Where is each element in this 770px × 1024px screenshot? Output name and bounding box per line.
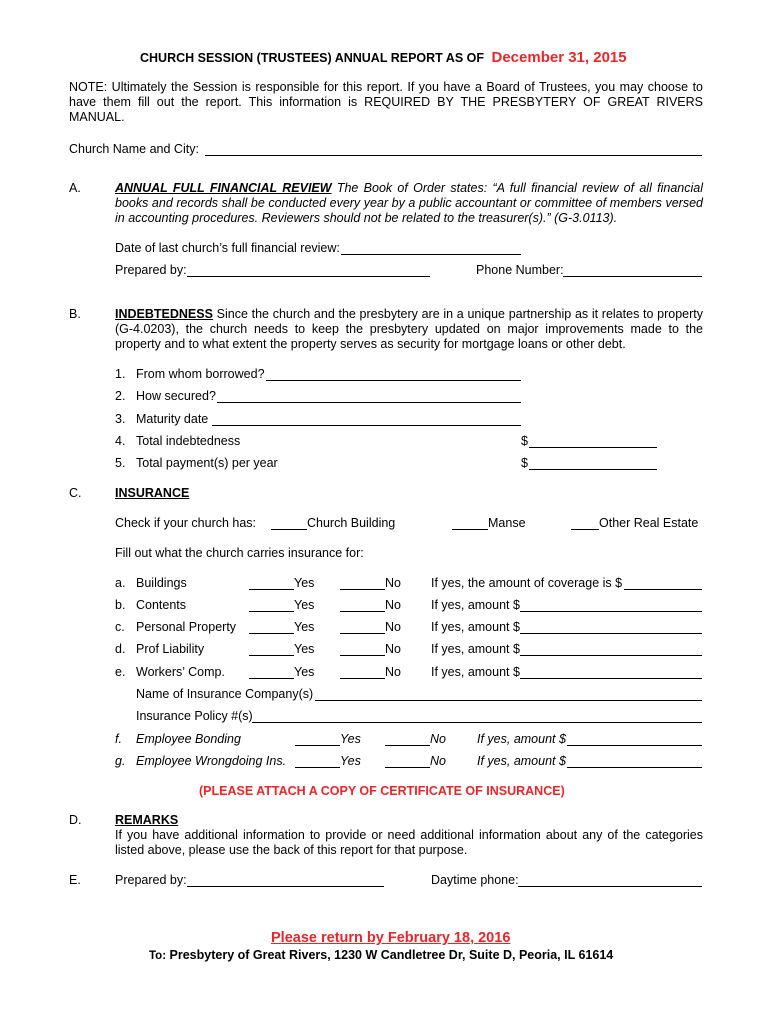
- amount-field[interactable]: [520, 666, 702, 679]
- row-letter: d.: [115, 642, 126, 656]
- yes-check[interactable]: [295, 733, 340, 746]
- section-a-letter: A.: [69, 181, 81, 195]
- row-letter: a.: [115, 576, 126, 590]
- section-b-letter: B.: [69, 307, 81, 321]
- section-c-letter: C.: [69, 486, 82, 500]
- daytime-phone-field[interactable]: [518, 874, 702, 887]
- row-letter: b.: [115, 598, 126, 612]
- insurance-policy-label: Insurance Policy #(s): [136, 709, 253, 723]
- row-letter: e.: [115, 665, 126, 679]
- no-label: No: [385, 598, 401, 612]
- debt-item-3-num: 3.: [115, 412, 126, 426]
- manse-check[interactable]: [452, 517, 488, 530]
- yes-label: Yes: [340, 754, 361, 768]
- church-name-row: [69, 142, 199, 156]
- section-b-heading: INDEBTEDNESS: [115, 307, 213, 321]
- row-label: Contents: [136, 598, 187, 612]
- debt-item-4-label: Total indebtedness: [136, 434, 241, 448]
- amount-label: If yes, amount $: [477, 754, 566, 768]
- insurance-company-field[interactable]: [315, 688, 702, 701]
- no-label: No: [430, 754, 446, 768]
- return-deadline: Please return by February 18, 2016: [271, 930, 511, 946]
- total-indebtedness-field[interactable]: [529, 435, 657, 448]
- no-check[interactable]: [340, 643, 385, 656]
- amount-label: If yes, the amount of coverage is $: [431, 576, 623, 590]
- section-e-letter: E.: [69, 873, 81, 887]
- yes-check[interactable]: [249, 599, 294, 612]
- no-label: No: [430, 732, 446, 746]
- section-c-heading: INSURANCE: [115, 486, 190, 500]
- church-building-label: Church Building: [307, 516, 396, 530]
- yes-label: Yes: [294, 576, 315, 590]
- yes-check[interactable]: [249, 643, 294, 656]
- amount-label: If yes, amount $: [477, 732, 566, 746]
- debt-item-5-num: 5.: [115, 456, 126, 470]
- no-label: No: [385, 620, 401, 634]
- section-d-heading: REMARKS: [115, 813, 179, 827]
- title-prefix: CHURCH SESSION (TRUSTEES) ANNUAL REPORT AS OF: [140, 51, 485, 65]
- yes-label: Yes: [294, 642, 315, 656]
- row-letter: g.: [115, 754, 126, 768]
- no-check[interactable]: [340, 599, 385, 612]
- row-label: Buildings: [136, 576, 187, 590]
- yes-check[interactable]: [249, 666, 294, 679]
- amount-field[interactable]: [624, 577, 702, 590]
- amount-field[interactable]: [520, 643, 702, 656]
- manse-label: Manse: [488, 516, 526, 530]
- yes-label: Yes: [294, 598, 315, 612]
- row-label: Employee Wrongdoing Ins.: [136, 754, 287, 768]
- review-date-field[interactable]: [341, 242, 521, 255]
- row-label: Prof Liability: [136, 642, 205, 656]
- dollar-sign: $: [521, 434, 528, 448]
- debt-item-1-num: 1.: [115, 367, 126, 381]
- row-letter: f.: [115, 732, 122, 746]
- amount-label: If yes, amount $: [431, 620, 520, 634]
- address-text: Presbytery of Great Rivers, 1230 W Candletree Dr, Suite D, Peoria, IL 61614: [169, 948, 614, 962]
- yes-label: Yes: [294, 620, 315, 634]
- daytime-phone-label: Daytime phone:: [431, 873, 519, 887]
- other-real-estate-check[interactable]: [571, 517, 599, 530]
- debt-item-4-num: 4.: [115, 434, 126, 448]
- insurance-policy-field[interactable]: [252, 710, 702, 723]
- section-a-heading: ANNUAL FULL FINANCIAL REVIEW: [115, 181, 332, 195]
- review-prepared-label: Prepared by:: [115, 263, 187, 277]
- yes-label: Yes: [294, 665, 315, 679]
- amount-label: If yes, amount $: [431, 665, 520, 679]
- section-b-text: [115, 307, 703, 352]
- section-d-text: If you have additional information to provide or need additional information about any of the categories listed above, please use the back of this report for that purpose.: [115, 828, 703, 857]
- row-label: Workers’ Comp.: [136, 665, 225, 679]
- report-title: [140, 49, 627, 66]
- yes-label: Yes: [340, 732, 361, 746]
- no-check[interactable]: [340, 621, 385, 634]
- attach-certificate-note: (PLEASE ATTACH A COPY OF CERTIFICATE OF INSURANCE): [199, 784, 565, 798]
- review-prepared-field[interactable]: [187, 264, 430, 277]
- no-label: No: [385, 665, 401, 679]
- debt-item-2-label: How secured?: [136, 389, 216, 403]
- section-b-body: Since the church and the presbytery are in a unique partnership as it relates to property (G-4.0203), the church needs to keep the presbytery updated on major improvements made to the property and to what extent the property serves as security for mortgage loans or other debt.: [115, 307, 703, 351]
- insurance-company-label: Name of Insurance Company(s): [136, 687, 314, 701]
- yes-check[interactable]: [295, 755, 340, 768]
- debt-item-2-num: 2.: [115, 389, 126, 403]
- debt-item-1-label: From whom borrowed?: [136, 367, 265, 381]
- row-letter: c.: [115, 620, 125, 634]
- to-label: To:: [149, 950, 167, 962]
- security-field[interactable]: [217, 390, 521, 403]
- no-label: No: [385, 576, 401, 590]
- lender-field[interactable]: [266, 368, 521, 381]
- review-phone-label: Phone Number:: [476, 263, 564, 277]
- row-label: Employee Bonding: [136, 732, 241, 746]
- no-label: No: [385, 642, 401, 656]
- no-check[interactable]: [340, 666, 385, 679]
- review-date-label: Date of last church’s full financial review:: [115, 241, 340, 255]
- amount-label: If yes, amount $: [431, 598, 520, 612]
- amount-field[interactable]: [567, 733, 702, 746]
- mailing-address: [149, 948, 613, 962]
- dollar-sign: $: [521, 456, 528, 470]
- section-e-prepared-field[interactable]: [187, 874, 384, 887]
- debt-item-5-label: Total payment(s) per year: [136, 456, 278, 470]
- church-name-label: Church Name and City:: [69, 142, 199, 156]
- amount-label: If yes, amount $: [431, 642, 520, 656]
- check-label: Check if your church has:: [115, 516, 257, 530]
- yes-check[interactable]: [249, 621, 294, 634]
- debt-item-3-label: Maturity date: [136, 412, 209, 426]
- maturity-date-field[interactable]: [212, 413, 521, 426]
- no-check[interactable]: [385, 733, 430, 746]
- total-payments-field[interactable]: [529, 457, 657, 470]
- other-real-estate-label: Other Real Estate: [599, 516, 699, 530]
- report-date: December 31, 2015: [491, 49, 627, 66]
- section-d-letter: D.: [69, 813, 82, 827]
- note-paragraph: NOTE: Ultimately the Session is responsible for this report. If you have a Board of Trustees, you may choose to have them fill out the report. This information is REQUIRED BY THE PRESBYTERY OF GREAT RIVERS MANUAL.: [69, 80, 703, 124]
- church-building-check[interactable]: [271, 517, 307, 530]
- church-name-field[interactable]: [205, 143, 702, 156]
- section-a-body: The Book of Order states: “A full financial review of all financial books and records shall be conducted every year by a public accountant or committee of members versed in accounting procedures. Reviewers should not be related to the treasurer(s).” (G-3.0113).: [115, 181, 703, 225]
- no-check[interactable]: [385, 755, 430, 768]
- row-label: Personal Property: [136, 620, 237, 634]
- review-phone-field[interactable]: [563, 264, 702, 277]
- section-a-text: [115, 181, 703, 226]
- section-e-prepared-label: Prepared by:: [115, 873, 187, 887]
- fill-out-label: Fill out what the church carries insurance for:: [115, 546, 364, 560]
- no-check[interactable]: [340, 577, 385, 590]
- amount-field[interactable]: [520, 599, 702, 612]
- amount-field[interactable]: [567, 755, 702, 768]
- yes-check[interactable]: [249, 577, 294, 590]
- amount-field[interactable]: [520, 621, 702, 634]
